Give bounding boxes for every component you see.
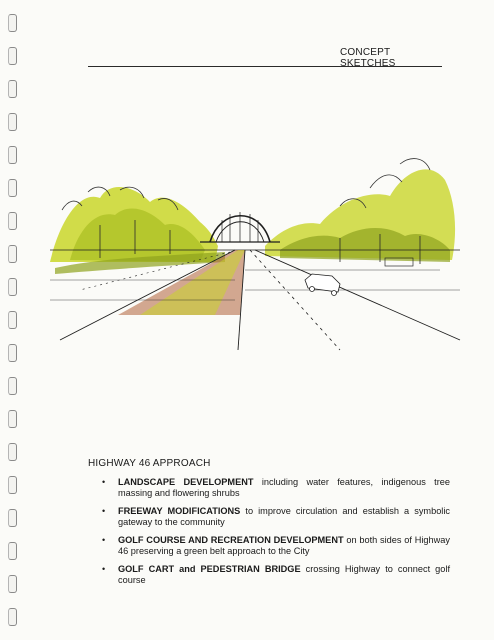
binding-ring xyxy=(8,14,17,32)
binding-ring xyxy=(8,278,17,296)
binding-ring xyxy=(8,542,17,560)
item-heading: GOLF COURSE AND RECREATION DEVELOPMENT xyxy=(118,535,344,545)
item-text: crossing Highway to connect golf course xyxy=(118,564,450,585)
binding-ring xyxy=(8,47,17,65)
header-rule xyxy=(88,66,442,67)
left-tree-massing xyxy=(50,187,225,274)
binding-ring xyxy=(8,212,17,230)
item-heading: GOLF CART and PEDESTRIAN BRIDGE xyxy=(118,564,301,574)
binding-ring xyxy=(8,113,17,131)
gateway-arch-bridge xyxy=(200,212,280,242)
item-text: on both sides of Highway 46 preserving a green belt approach to the City xyxy=(118,535,450,556)
item-heading: LANDSCAPE DEVELOPMENT xyxy=(118,477,254,487)
binding-ring xyxy=(8,575,17,593)
list-item xyxy=(100,535,450,557)
list-item xyxy=(100,506,450,528)
binding-ring xyxy=(8,608,17,626)
binding-ring xyxy=(8,410,17,428)
item-text: to improve circulation and establish a symbolic gateway to the community xyxy=(118,506,450,527)
binding-ring xyxy=(8,443,17,461)
car-sketch xyxy=(305,274,340,296)
binding-ring xyxy=(8,179,17,197)
bullet-icon: • xyxy=(102,535,106,545)
binding-ring xyxy=(8,476,17,494)
list-item xyxy=(100,564,450,586)
bullet-icon: • xyxy=(102,506,106,516)
binding-ring xyxy=(8,344,17,362)
feature-list xyxy=(100,477,450,593)
binding-ring xyxy=(8,509,17,527)
bullet-icon: • xyxy=(102,564,106,574)
item-text: including water features, indigenous tree massing and flowering shrubs xyxy=(118,477,450,498)
spiral-binding xyxy=(0,0,24,640)
binding-ring xyxy=(8,146,17,164)
binding-ring xyxy=(8,245,17,263)
page-header: CONCEPT SKETCHES xyxy=(340,47,396,69)
binding-ring xyxy=(8,377,17,395)
item-heading: FREEWAY MODIFICATIONS xyxy=(118,506,241,516)
binding-ring xyxy=(8,80,17,98)
bullet-icon: • xyxy=(102,477,106,487)
section-title: HIGHWAY 46 APPROACH xyxy=(88,458,211,469)
list-item xyxy=(100,477,450,499)
highway-concept-sketch xyxy=(40,150,465,360)
binding-ring xyxy=(8,311,17,329)
